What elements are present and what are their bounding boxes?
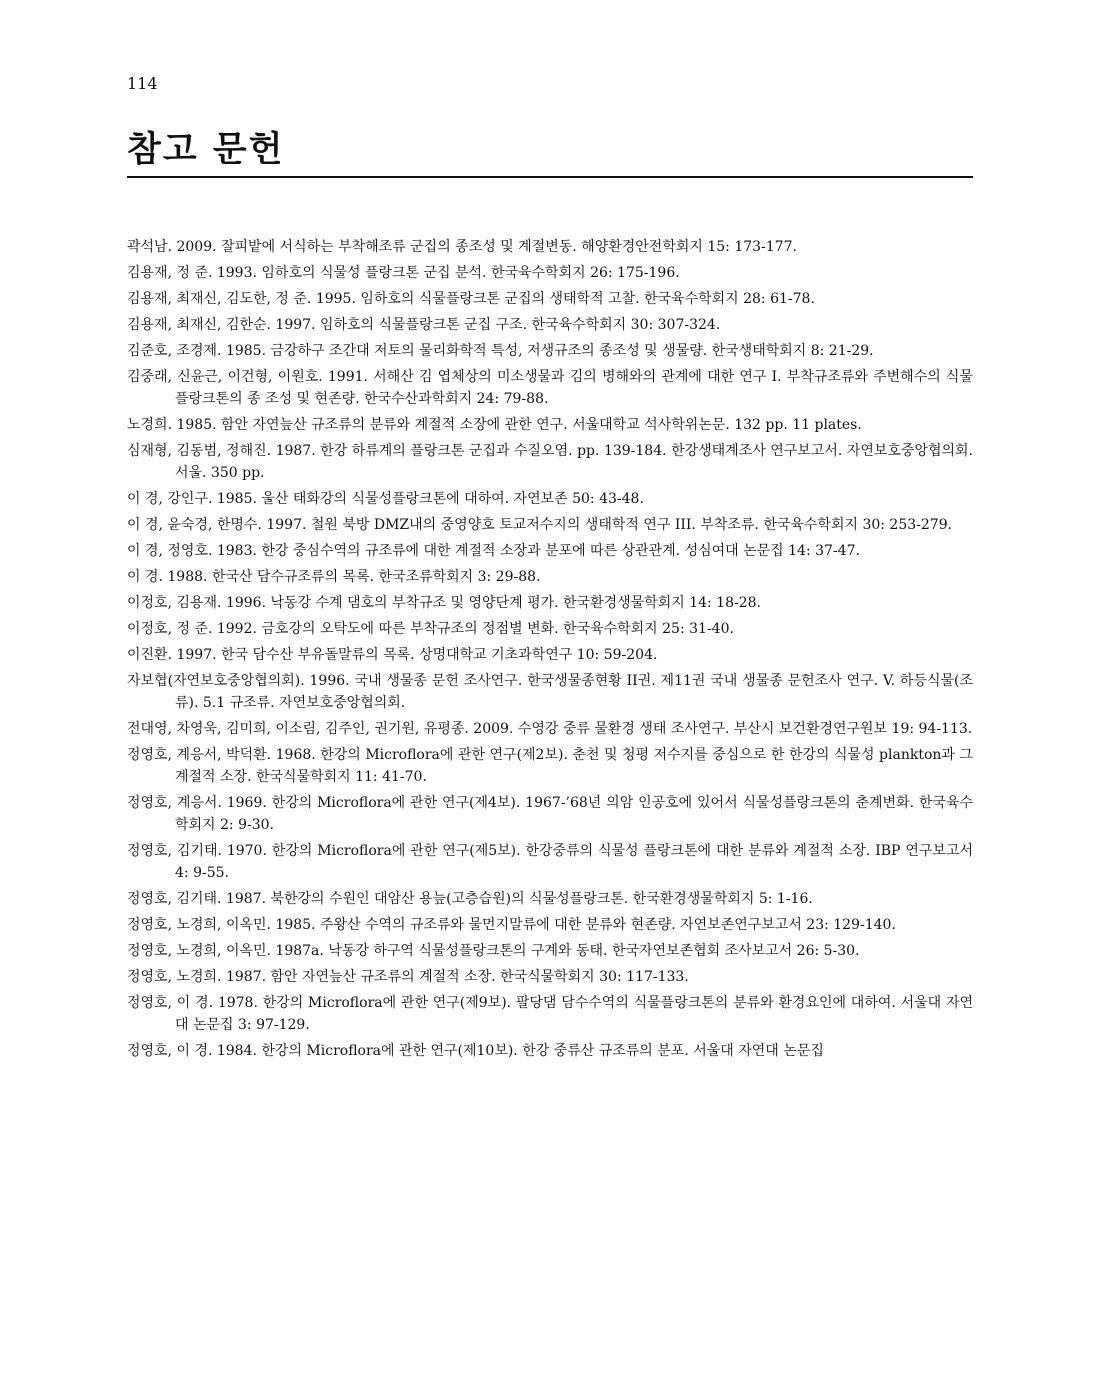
reference-item: 정영호, 김기태. 1970. 한강의 Microflora에 관한 연구(제5보). 한강중류의 식물성 플랑크톤에 대한 분류와 계절적 소장. IBP 연구보고서 4: 9-55.	[127, 843, 973, 881]
reference-item: 정영호, 계응서. 1969. 한강의 Microflora에 관한 연구(제4보). 1967-’68년 의암 인공호에 있어서 식물성플랑크톤의 춘계변화. 한국육수학회지 2: 9-30.	[127, 795, 973, 833]
reference-item: 김용재, 정 준. 1993. 임하호의 식물성 플랑크톤 군집 분석. 한국육수학회지 26: 175-196.	[127, 265, 680, 281]
reference-item: 김용재, 최재신, 김한순. 1997. 임하호의 식물플랑크톤 군집 구조. 한국육수학회지 30: 307-324.	[127, 317, 721, 333]
reference-item: 이 경, 윤숙경, 한명수. 1997. 철원 북방 DMZ내의 중영양호 토교저수지의 생태학적 연구 III. 부착조류. 한국육수학회지 30: 253-279.	[127, 517, 953, 533]
reference-item: 정영호, 이 경. 1984. 한강의 Microflora에 관한 연구(제10보). 한강 중류산 규조류의 분포. 서울대 자연대 논문집	[127, 1043, 824, 1059]
reference-item: 전대영, 차영욱, 김미희, 이소림, 김주인, 권기원, 유평종. 2009. 수영강 중류 물환경 생태 조사연구. 부산시 보건환경연구원보 19: 94-113.	[127, 721, 973, 737]
reference-item: 이진환. 1997. 한국 담수산 부유돌말류의 목록. 상명대학교 기초과학연구 10: 59-204.	[127, 647, 658, 663]
reference-item: 이 경. 1988. 한국산 담수규조류의 목록. 한국조류학회지 3: 29-88.	[127, 569, 541, 585]
reference-item: 정영호, 노경희. 1987. 함안 자연늪산 규조류의 계절적 소장. 한국식물학회지 30: 117-133.	[127, 969, 689, 985]
reference-item: 정영호, 계응서, 박덕환. 1968. 한강의 Microflora에 관한 연구(제2보). 춘천 및 청평 저수지를 중심으로 한 한강의 식물성 plankton과 그 계절적 소장. 한국식물학회지 11: 41-70.	[127, 747, 973, 785]
reference-item: 정영호, 노경희, 이옥민. 1985. 주왕산 수역의 규조류와 물먼지말류에 대한 분류와 현존량. 자연보존연구보고서 23: 129-140.	[127, 917, 896, 933]
reference-item: 정영호, 노경희, 이옥민. 1987a. 낙동강 하구역 식물성플랑크톤의 구계와 동태. 한국자연보존협회 조사보고서 26: 5-30.	[127, 943, 860, 959]
reference-item: 이정호, 김용재. 1996. 낙동강 수계 댐호의 부착규조 및 영양단계 평가. 한국환경생물학회지 14: 18-28.	[127, 595, 761, 611]
reference-item: 김준호, 조경제. 1985. 금강하구 조간대 저토의 물리화학적 특성, 저생규조의 종조성 및 생물량. 한국생태학회지 8: 21-29.	[127, 343, 874, 359]
title-underline	[127, 176, 973, 178]
reference-item: 김중래, 신윤근, 이건형, 이원호. 1991. 서해산 김 엽체상의 미소생물과 김의 병해와의 관계에 대한 연구 I. 부착규조류와 주변해수의 식물플랑크톤의 종 조성 및 현존량. 한국수산과학회지 24: 79-88.	[127, 369, 973, 407]
reference-item: 정영호, 이 경. 1978. 한강의 Microflora에 관한 연구(제9보). 팔당댐 담수수역의 식물플랑크톤의 분류와 환경요인에 대하여. 서울대 자연대 논문집 3: 97-129.	[127, 995, 973, 1033]
reference-item: 곽석남. 2009. 잘피밭에 서식하는 부착해조류 군집의 종조성 및 계절변동. 해양환경안전학회지 15: 173-177.	[127, 239, 797, 255]
reference-item: 이정호, 정 준. 1992. 금호강의 오탁도에 따른 부착규조의 정점별 변화. 한국육수학회지 25: 31-40.	[127, 621, 734, 637]
reference-item: 자보협(자연보호중앙협의회). 1996. 국내 생물종 문헌 조사연구. 한국생물종현황 II권. 제11권 국내 생물종 문헌조사 연구. V. 하등식물(조류). 5.1 규조류. 자연보호중앙협의회.	[127, 673, 973, 711]
reference-item: 이 경, 강인구. 1985. 울산 태화강의 식물성플랑크톤에 대하여. 자연보존 50: 43-48.	[127, 491, 644, 507]
reference-item: 이 경, 정영호. 1983. 한강 중심수역의 규조류에 대한 계절적 소장과 분포에 따른 상관관계. 성심여대 논문집 14: 37-47.	[127, 543, 860, 559]
page-title: 참고 문헌	[127, 129, 285, 170]
reference-list	[127, 236, 973, 1066]
reference-item: 심재형, 김동범, 정해진. 1987. 한강 하류계의 플랑크톤 군집과 수질오염. pp. 139-184. 한강생태계조사 연구보고서. 자연보호중앙협의회. 서울. 350 pp.	[127, 443, 973, 481]
reference-item: 정영호, 김기태. 1987. 북한강의 수원인 대암산 용늪(고층습원)의 식물성플랑크톤. 한국환경생물학회지 5: 1-16.	[127, 891, 813, 907]
page-number: 114	[127, 74, 158, 93]
reference-item: 노경희. 1985. 함안 자연늪산 규조류의 분류와 계절적 소장에 관한 연구. 서울대학교 석사학위논문. 132 pp. 11 plates.	[127, 417, 862, 433]
reference-item: 김용재, 최재신, 김도한, 정 준. 1995. 임하호의 식물플랑크톤 군집의 생태학적 고찰. 한국육수학회지 28: 61-78.	[127, 291, 815, 307]
